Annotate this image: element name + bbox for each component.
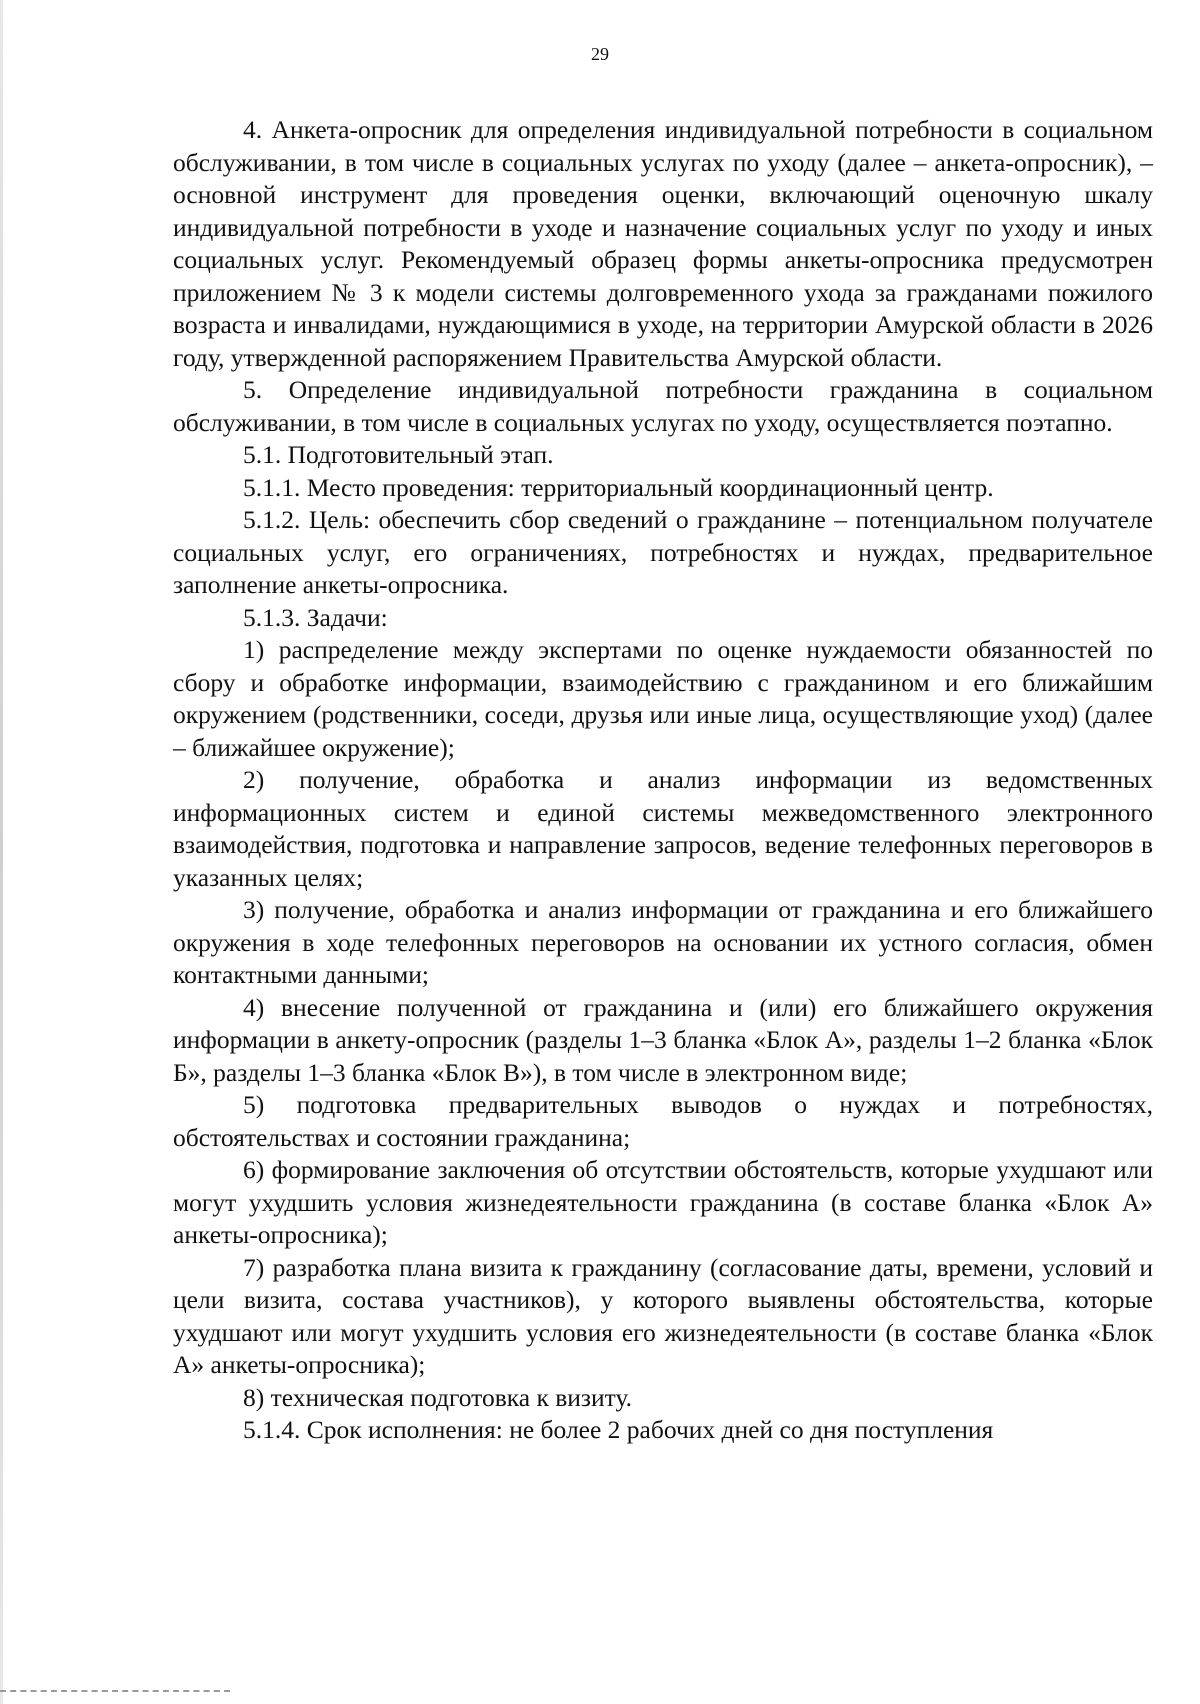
- paragraph-5-1-1-location: 5.1.1. Место проведения: территориальный координационный центр.: [243, 472, 994, 502]
- task-item-6: 6) формирование заключения об отсутствии обстоятельств, которые ухудшают или могут ухудшить условия жизнедеятельности гражданина (в составе бланка «Блок А» анкеты-опросника);: [173, 1155, 1153, 1249]
- page-number: 29: [591, 44, 609, 64]
- paragraph-5-1-3-tasks: 5.1.3. Задачи:: [243, 602, 388, 632]
- task-item-1: 1) распределение между экспертами по оценке нуждаемости обязанностей по сбору и обработке информации, взаимодействию с гражданином и его ближайшим окружением (родственники, соседи, друзья или иные лица, осуществляющие уход) (далее – ближайшее окружение);: [173, 635, 1153, 762]
- task-item-4: 4) внесение полученной от гражданина и (или) его ближайшего окружения информации в анкету-опросник (разделы 1–3 бланка «Блок А», разделы 1–2 бланка «Блок Б», разделы 1–3 бланка «Блок В»), в том числе в электронном виде;: [173, 992, 1153, 1087]
- task-item-5: 5) подготовка предварительных выводов о нуждах и потребностях, обстоятельствах и состоянии гражданина;: [173, 1090, 1153, 1152]
- task-item-2: 2) получение, обработка и анализ информации из ведомственных информационных систем и единой системы межведомственного электронного взаимодействия, подготовка и направление запросов, ведение телефонных переговоров в указанных целях;: [173, 765, 1153, 892]
- task-item-8: 8) техническая подготовка к визиту.: [243, 1382, 633, 1412]
- task-item-3: 3) получение, обработка и анализ информации от гражданина и его ближайшего окружения в ходе телефонных переговоров на основании их устного согласия, обмен контактными данными;: [173, 895, 1153, 989]
- paragraph-4-questionnaire: 4. Анкета-опросник для определения индивидуальной потребности в социальном обслуживании, в том числе в социальных услугах по уходу (далее – анкета-опросник), – основной инструмент для проведения оценки, включающий оценочную шкалу индивидуальной потребности в уходе и назначение социальных услуг по уходу и иных социальных услуг. Рекомендуемый образец формы анкеты-опросника предусмотрен приложением № 3 к модели системы долговременного ухода за гражданами пожилого возраста и инвалидами, нуждающимися в уходе, на территории Амурской области в 2026 году, утвержденной распоряжением Правительства Амурской области.: [173, 115, 1153, 372]
- task-item-7: 7) разработка плана визита к гражданину (согласование даты, времени, условий и цели визита, состава участников), у которого выявлены обстоятельства, которые ухудшают или могут ухудшить условия его жизнедеятельности (в составе бланка «Блок А» анкеты-опросника);: [173, 1252, 1153, 1379]
- paragraph-5-1-4-deadline: 5.1.4. Срок исполнения: не более 2 рабочих дней со дня поступления: [243, 1415, 994, 1444]
- scan-bottom-edge: [0, 1690, 230, 1692]
- document-body: [173, 114, 1153, 1447]
- paragraph-5-1-2-goal: 5.1.2. Цель: обеспечить сбор сведений о гражданине – потенциальном получателе социальных услуг, его ограничениях, потребностях и нуждах, предварительное заполнение анкеты-опросника.: [173, 505, 1153, 599]
- paragraph-5-1-preparatory-stage: 5.1. Подготовительный этап.: [243, 440, 554, 469]
- paragraph-5-determination: 5. Определение индивидуальной потребности гражданина в социальном обслуживании, в том числе в социальных услугах по уходу, осуществляется поэтапно.: [173, 375, 1153, 437]
- scan-left-edge: [0, 0, 3, 1704]
